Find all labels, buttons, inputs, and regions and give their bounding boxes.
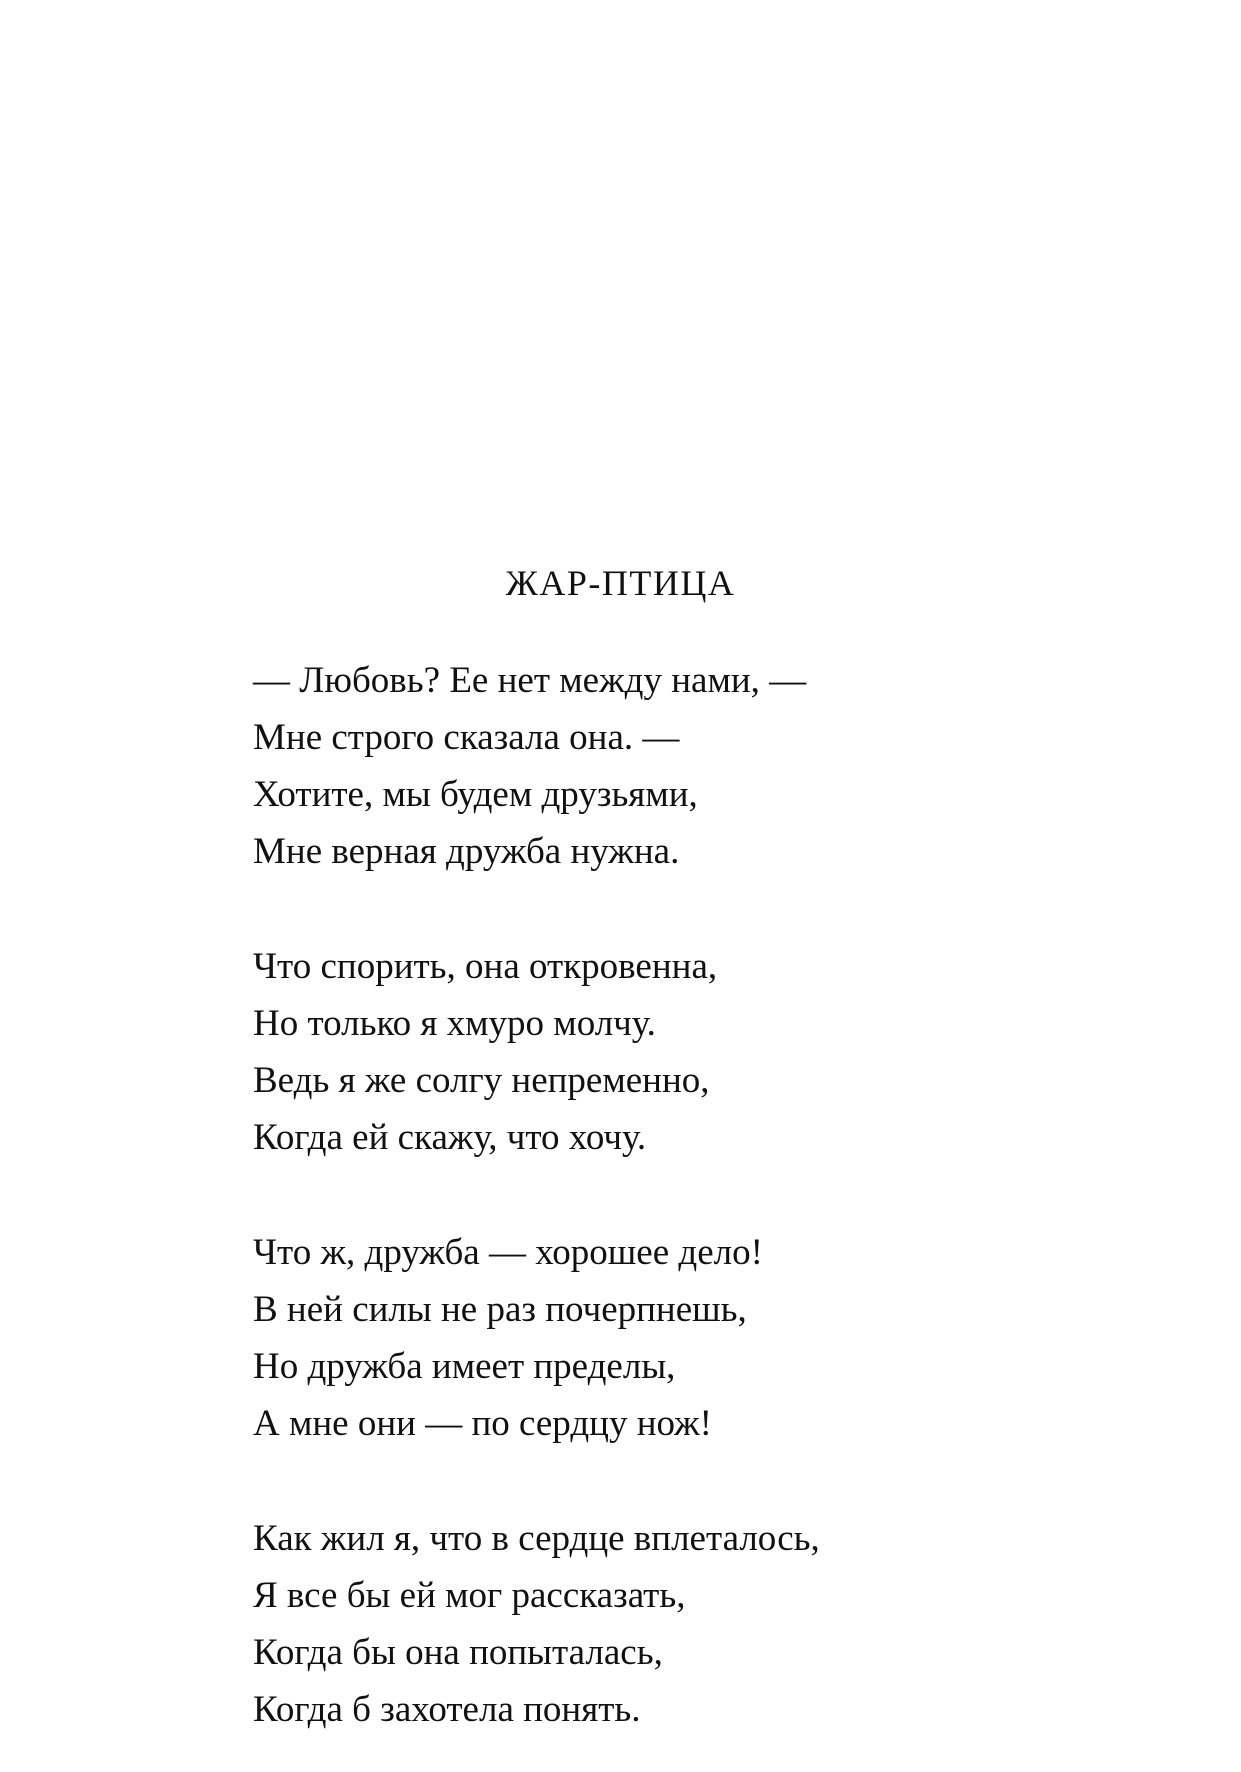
verse-line: Как жил я, что в сердце вплеталось, [253,1518,820,1559]
verse-line: Когда ей скажу, что хочу. [253,1117,647,1158]
stanza [253,938,873,1166]
verse-line: Но дружба имеет пределы, [253,1346,676,1387]
poem-block [0,560,1241,1738]
verse-line: — Любовь? Ее нет между нами, — [253,660,807,701]
verse-line: В ней силы не раз почерпнешь, [253,1289,747,1330]
verse-line: Когда бы она попыталась, [253,1632,663,1673]
verse-line: Когда б захотела понять. [253,1689,641,1730]
verse-line: Но только я хмуро молчу. [253,1003,656,1044]
verse-line: А мне они — по сердцу нож! [253,1403,712,1444]
poem-stanzas [253,652,873,1738]
verse-line: Хотите, мы будем друзьями, [253,774,698,815]
verse-line: Я все бы ей мог рассказать, [253,1575,686,1616]
verse-line: Что ж, дружба — хорошее дело! [253,1232,763,1273]
page-title: ЖАР-ПТИЦА [505,563,736,603]
verse-line: Что спорить, она откровенна, [253,946,718,987]
verse-line: Мне верная дружба нужна. [253,831,680,872]
stanza [253,1224,873,1452]
verse-line: Ведь я же солгу непременно, [253,1060,710,1101]
stanza [253,652,873,880]
verse-line: Мне строго сказала она. — [253,717,680,758]
stanza [253,1510,873,1738]
